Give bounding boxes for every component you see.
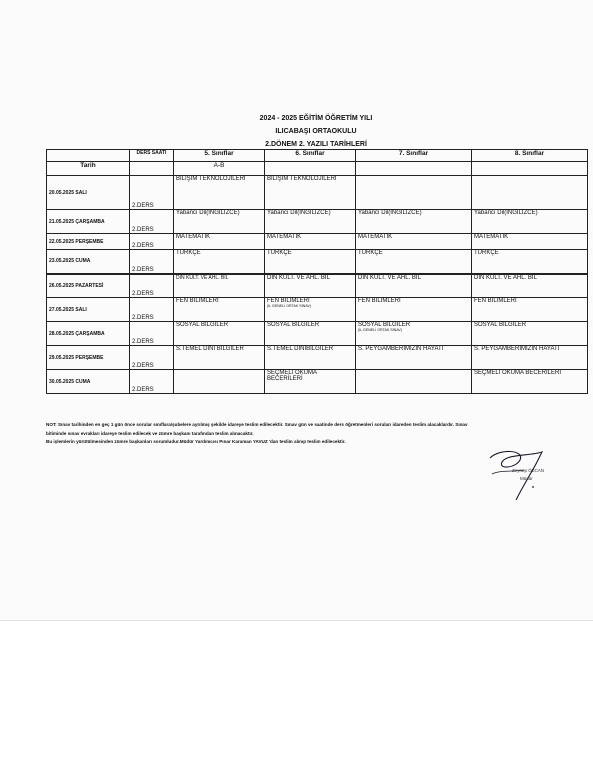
grade6-cell: SEÇMELİ OKUMA BECERİLERİ bbox=[265, 370, 356, 394]
date-cell: 21.05.2025 ÇARŞAMBA bbox=[47, 210, 130, 234]
header-cell: 5. Sınıflar bbox=[174, 150, 265, 162]
grade5-cell: SOSYAL BİLGİLER bbox=[174, 322, 265, 346]
subheader-cell bbox=[130, 162, 174, 176]
period-cell: 2.DERS bbox=[130, 322, 174, 346]
table-row bbox=[47, 176, 588, 210]
subject-text: SOSYAL BİLGİLER bbox=[358, 322, 411, 328]
grade7-cell: DİN KÜLT. VE AHL. BİL bbox=[356, 274, 472, 298]
table-row bbox=[47, 210, 588, 234]
grade5-cell: S.TEMEL DİNİ BİLGİLER bbox=[174, 346, 265, 370]
exam-schedule-table bbox=[46, 149, 588, 394]
grade8-cell: SOSYAL BİLGİLER bbox=[472, 322, 588, 346]
grade5-cell: TÜRKÇE bbox=[174, 250, 265, 274]
grade6-cell: TÜRKÇE bbox=[265, 250, 356, 274]
header-cell bbox=[47, 150, 130, 162]
period-cell: 2.DERS bbox=[130, 274, 174, 298]
grade6-cell: DİN KÜLT. VE AHL. BİL bbox=[265, 274, 356, 298]
table-header-row bbox=[47, 150, 588, 162]
grade8-cell: SEÇMELİ OKUMA BECERİLERİ bbox=[472, 370, 588, 394]
header-school: ILICABAŞI ORTAOKULU bbox=[275, 128, 357, 135]
table-subheader-row bbox=[47, 162, 588, 176]
period-cell: 2.DERS bbox=[130, 298, 174, 322]
subheader-cell bbox=[265, 162, 356, 176]
grade8-cell: DİN KÜLT. VE AHL. BİL bbox=[472, 274, 588, 298]
grade8-cell: S. PEYGAMBERİMİZİN HAYATI bbox=[472, 346, 588, 370]
date-cell: 28.05.2025 ÇARŞAMBA bbox=[47, 322, 130, 346]
signature-name: Zeynep ÖZCAN bbox=[512, 468, 545, 473]
grade5-cell: FEN BİLİMLERİ bbox=[174, 298, 265, 322]
period-cell: 2.DERS bbox=[130, 176, 174, 210]
header-cell: 8. Sınıflar bbox=[472, 150, 588, 162]
table-row bbox=[47, 370, 588, 394]
date-cell: 23.05.2025 CUMA bbox=[47, 250, 130, 274]
grade8-cell: FEN BİLİMLERİ bbox=[472, 298, 588, 322]
subject-text: FEN BİLİMLERİ bbox=[267, 298, 310, 304]
date-cell: 26.05.2025 PAZARTESİ bbox=[47, 274, 130, 298]
grade7-cell: S. PEYGAMBERİMİZİN HAYATI bbox=[356, 346, 472, 370]
grade7-cell: MATEMATİK bbox=[356, 234, 472, 250]
header-cell: DERS SAATİ bbox=[130, 150, 174, 162]
signature-role: Müdür bbox=[520, 476, 533, 481]
grade6-cell bbox=[265, 298, 356, 322]
grade8-cell bbox=[472, 176, 588, 210]
subheader-cell bbox=[472, 162, 588, 176]
grade7-cell bbox=[356, 370, 472, 394]
grade5-cell: BİLİŞİM TEKNOLOJİLERİ bbox=[174, 176, 265, 210]
grade7-cell bbox=[356, 176, 472, 210]
date-cell: 27.05.2025 SALI bbox=[47, 298, 130, 322]
note-line: NOT: Sınav tarihinden en geç 1 gün önce sorular sınıflara/şubelere ayrılmış şekilde idareye teslim edilecektir. Sınav gün ve saatinde ders öğretmenleri soruları idareden teslim alacaklardır. Sınav bbox=[46, 422, 468, 427]
grade8-cell: MATEMATİK bbox=[472, 234, 588, 250]
table-row bbox=[47, 250, 588, 274]
header-year: 2024 - 2025 EĞİTİM ÖĞRETİM YILI bbox=[259, 115, 373, 122]
subheader-cell: A-B bbox=[174, 162, 265, 176]
table-row bbox=[47, 322, 588, 346]
common-exam-note: (İL GENELİ ORTAK SINAV) bbox=[267, 304, 311, 308]
table-row bbox=[47, 346, 588, 370]
grade5-cell: MATEMATİK bbox=[174, 234, 265, 250]
date-cell: 29.05.2025 PERŞEMBE bbox=[47, 346, 130, 370]
grade6-cell: SOSYAL BİLGİLER bbox=[265, 322, 356, 346]
period-cell: 2.DERS bbox=[130, 250, 174, 274]
period-cell: 2.DERS bbox=[130, 210, 174, 234]
period-cell: 2.DERS bbox=[130, 370, 174, 394]
period-cell: 2.DERS bbox=[130, 234, 174, 250]
table-row bbox=[47, 274, 588, 298]
date-cell: 20.05.2025 SALI bbox=[47, 176, 130, 210]
grade7-cell: FEN BİLİMLERİ bbox=[356, 298, 472, 322]
header-cell: 7. Sınıflar bbox=[356, 150, 472, 162]
grade5-cell: DİN KÜLT. VE AHL. BİL bbox=[174, 274, 265, 298]
period-cell: 2.DERS bbox=[130, 346, 174, 370]
grade7-cell: TÜRKÇE bbox=[356, 250, 472, 274]
date-cell: 22.05.2025 PERŞEMBE bbox=[47, 234, 130, 250]
grade8-cell: Yabancı Dil(İNGİLİZCE) bbox=[472, 210, 588, 234]
header-title: 2.DÖNEM 2. YAZILI TARİHLERİ bbox=[265, 141, 367, 148]
grade7-cell bbox=[356, 322, 472, 346]
grade5-cell bbox=[174, 370, 265, 394]
subheader-cell: Tarih bbox=[47, 162, 130, 176]
grade6-cell: MATEMATİK bbox=[265, 234, 356, 250]
handwritten-signature bbox=[480, 440, 550, 510]
grade5-cell: Yabancı Dil(İNGİLİZCE) bbox=[174, 210, 265, 234]
header-cell: 6. Sınıflar bbox=[265, 150, 356, 162]
note-line: Bu işlemlerin yürütülmesinden zümre başkanları sorumludur.Müdür Yardımcısı Pınar Karaman YAVUZ 'dan teslim alınıp teslim edilecektir. bbox=[46, 439, 346, 444]
grade6-cell: S.TEMEL DİNİBİLGİLER bbox=[265, 346, 356, 370]
table-row bbox=[47, 298, 588, 322]
subheader-cell bbox=[356, 162, 472, 176]
grade8-cell: TÜRKÇE bbox=[472, 250, 588, 274]
common-exam-note: (İL GENELİ ORTAK SINAV) bbox=[358, 328, 402, 332]
table-row bbox=[47, 234, 588, 250]
grade6-cell: Yabancı Dil(İNGİLİZCE) bbox=[265, 210, 356, 234]
note-line: bitiminde sınav evrakları idareye teslim edilecek ve zümre başkanı tarafından teslim alınacaktır. bbox=[46, 430, 254, 436]
grade7-cell: Yabancı Dil(İNGİLİZCE) bbox=[356, 210, 472, 234]
grade6-cell: BİLİŞİM TEKNOLOJİLERİ bbox=[265, 176, 356, 210]
date-cell: 30.05.2025 CUMA bbox=[47, 370, 130, 394]
